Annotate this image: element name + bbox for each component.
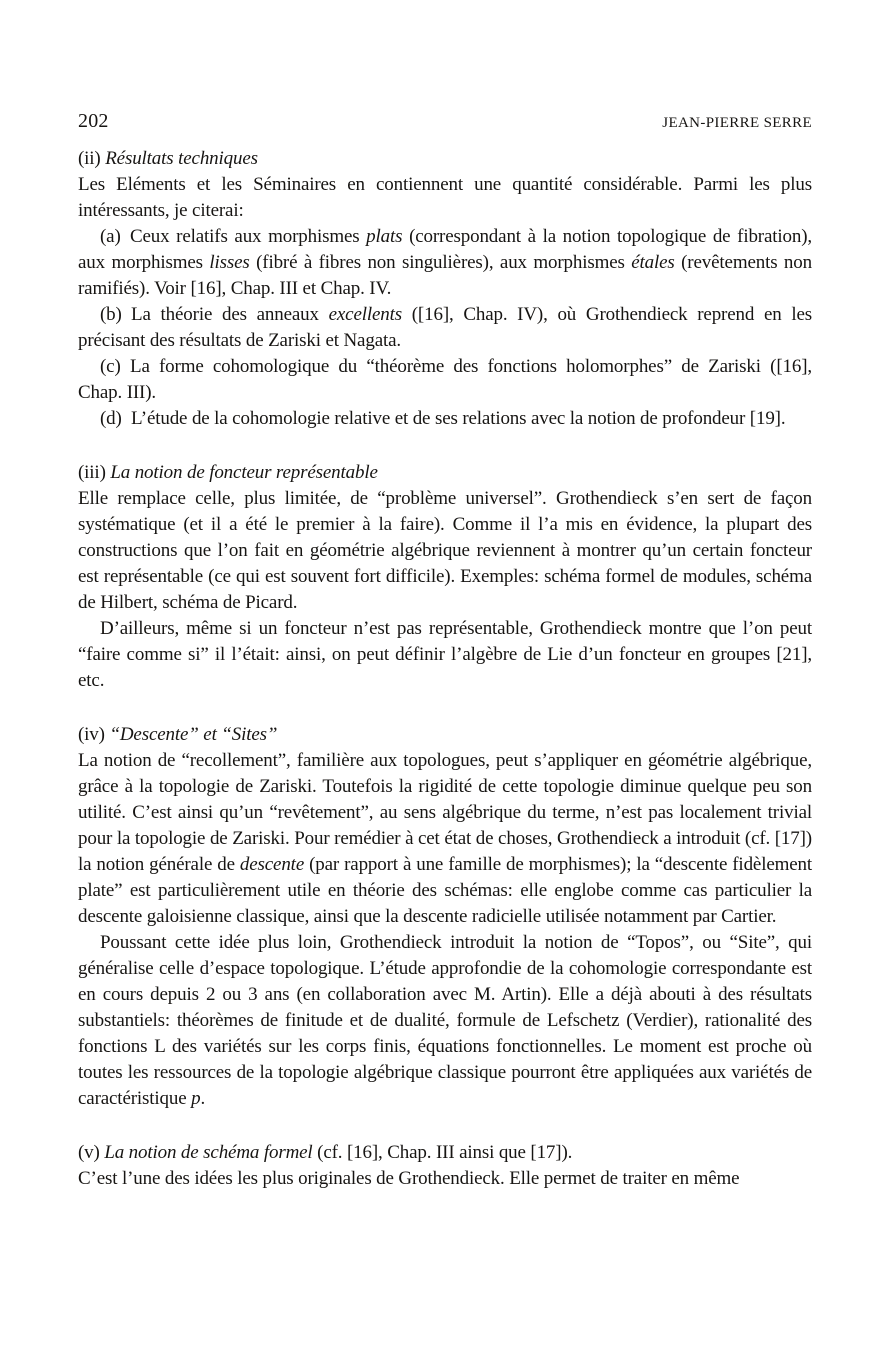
paragraph: Les Eléments et les Séminaires en contiennent une quantité considérable. Parmi les plus intéressants, je citerai:	[78, 174, 812, 221]
section-v-heading: (v) La notion de schéma formel (cf. [16], Chap. III ainsi que [17]).	[78, 1142, 573, 1163]
section-ii	[78, 146, 812, 432]
section-iii-heading: (iii) La notion de foncteur représentable	[78, 462, 378, 483]
paragraph: (b) La théorie des anneaux excellents ([16], Chap. IV), où Grothendieck reprend en les précisant des résultats de Zariski et Nagata.	[78, 304, 812, 351]
paragraph: C’est l’une des idées les plus originales de Grothendieck. Elle permet de traiter en même	[78, 1168, 740, 1189]
page-header	[78, 110, 812, 133]
section-iii	[78, 460, 812, 694]
page-body	[78, 146, 812, 1192]
section-iv	[78, 722, 812, 1112]
paragraph: Poussant cette idée plus loin, Grothendieck introduit la notion de “Topos”, ou “Site”, qui généralise celle d’espace topologique. L’étude approfondie de la cohomologie correspondante est en cours depuis 2 ou 3 ans (en collaboration avec M. Artin). Elle a déjà abouti à des résultats substantiels: théorèmes de finitude et de dualité, formule de Lefschetz (Verdier), rationalité des fonctions L des variétés sur les corps finis, équations fonctionnelles. Le moment est proche où toutes les ressources de la topologie algébrique classique pourront être appliquées aux variétés de caractéristique p.	[78, 932, 812, 1109]
paragraph: La notion de “recollement”, familière aux topologues, peut s’appliquer en géométrie algébrique, grâce à la topologie de Zariski. Toutefois la rigidité de cette topologie diminue quelque peu son utilité. C’est ainsi qu’un “revêtement”, au sens algébrique du terme, n’est pas localement trivial pour la topologie de Zariski. Pour remédier à cet état de choses, Grothendieck a introduit (cf. [17]) la notion générale de descente (par rapport à une famille de morphismes); la “descente fidèlement plate” est particulièrement utile en théorie des schémas: elle englobe comme cas particulier la descente galoisienne classique, ainsi que la descente radicielle utilisée notamment par Cartier.	[78, 750, 813, 927]
page-number: 202	[78, 110, 109, 132]
paragraph: (d) L’étude de la cohomologie relative et de ses relations avec la notion de profondeur [19].	[100, 408, 786, 429]
section-ii-heading: (ii) Résultats techniques	[78, 148, 258, 169]
section-v	[78, 1140, 812, 1192]
paragraph: D’ailleurs, même si un foncteur n’est pas représentable, Grothendieck montre que l’on peut “faire comme si” il l’était: ainsi, on peut définir l’algèbre de Lie d’un foncteur en groupes [21], etc.	[78, 618, 812, 691]
running-head-author: JEAN-PIERRE SERRE	[662, 115, 812, 131]
paragraph: Elle remplace celle, plus limitée, de “problème universel”. Grothendieck s’en sert de façon systématique (et il a été le premier à la faire). Comme il l’a mis en évidence, la plupart des constructions que l’on fait en géométrie algébrique reviennent à montrer qu’un certain foncteur est représentable (ce qui est souvent fort difficile). Exemples: schéma formel de modules, schéma de Hilbert, schéma de Picard.	[78, 488, 812, 613]
section-iv-heading: (iv) “Descente” et “Sites”	[78, 724, 278, 745]
paragraph: (c) La forme cohomologique du “théorème des fonctions holomorphes” de Zariski ([16], Chap. III).	[78, 356, 812, 403]
paragraph: (a) Ceux relatifs aux morphismes plats (correspondant à la notion topologique de fibration), aux morphismes lisses (fibré à fibres non singulières), aux morphismes étales (revêtements non ramifiés). Voir [16], Chap. III et Chap. IV.	[78, 226, 813, 299]
